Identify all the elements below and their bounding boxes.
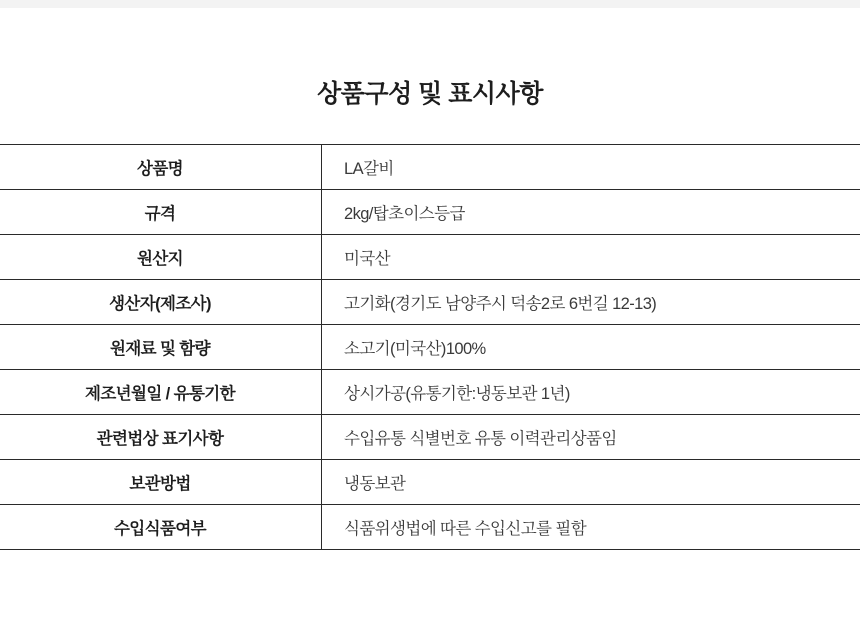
row-label: 보관방법 — [0, 460, 322, 505]
row-label: 상품명 — [0, 145, 322, 190]
table-row — [0, 145, 860, 190]
row-value: 식품위생법에 따른 수입신고를 필함 — [322, 505, 860, 550]
row-value: 2kg/탑초이스등급 — [322, 190, 860, 235]
table-row — [0, 280, 860, 325]
table-row — [0, 415, 860, 460]
row-label: 원산지 — [0, 235, 322, 280]
product-spec-table — [0, 144, 860, 550]
row-value: 소고기(미국산)100% — [322, 325, 860, 370]
row-label: 제조년월일 / 유통기한 — [0, 370, 322, 415]
row-label: 관련법상 표기사항 — [0, 415, 322, 460]
row-value: LA갈비 — [322, 145, 860, 190]
row-value: 수입유통 식별번호 유통 이력관리상품임 — [322, 415, 860, 460]
page-title: 상품구성 및 표시사항 — [317, 80, 543, 108]
row-label: 생산자(제조사) — [0, 280, 322, 325]
row-label: 규격 — [0, 190, 322, 235]
row-value: 냉동보관 — [322, 460, 860, 505]
table-row — [0, 325, 860, 370]
row-label: 원재료 및 함량 — [0, 325, 322, 370]
table-row — [0, 370, 860, 415]
row-label: 수입식품여부 — [0, 505, 322, 550]
table-row — [0, 235, 860, 280]
row-value: 상시가공(유통기한:냉동보관 1년) — [322, 370, 860, 415]
table-row — [0, 190, 860, 235]
row-value: 고기화(경기도 남양주시 덕송2로 6번길 12-13) — [322, 280, 860, 325]
table-row — [0, 460, 860, 505]
top-divider-strip — [0, 0, 860, 8]
table-row — [0, 505, 860, 550]
row-value: 미국산 — [322, 235, 860, 280]
